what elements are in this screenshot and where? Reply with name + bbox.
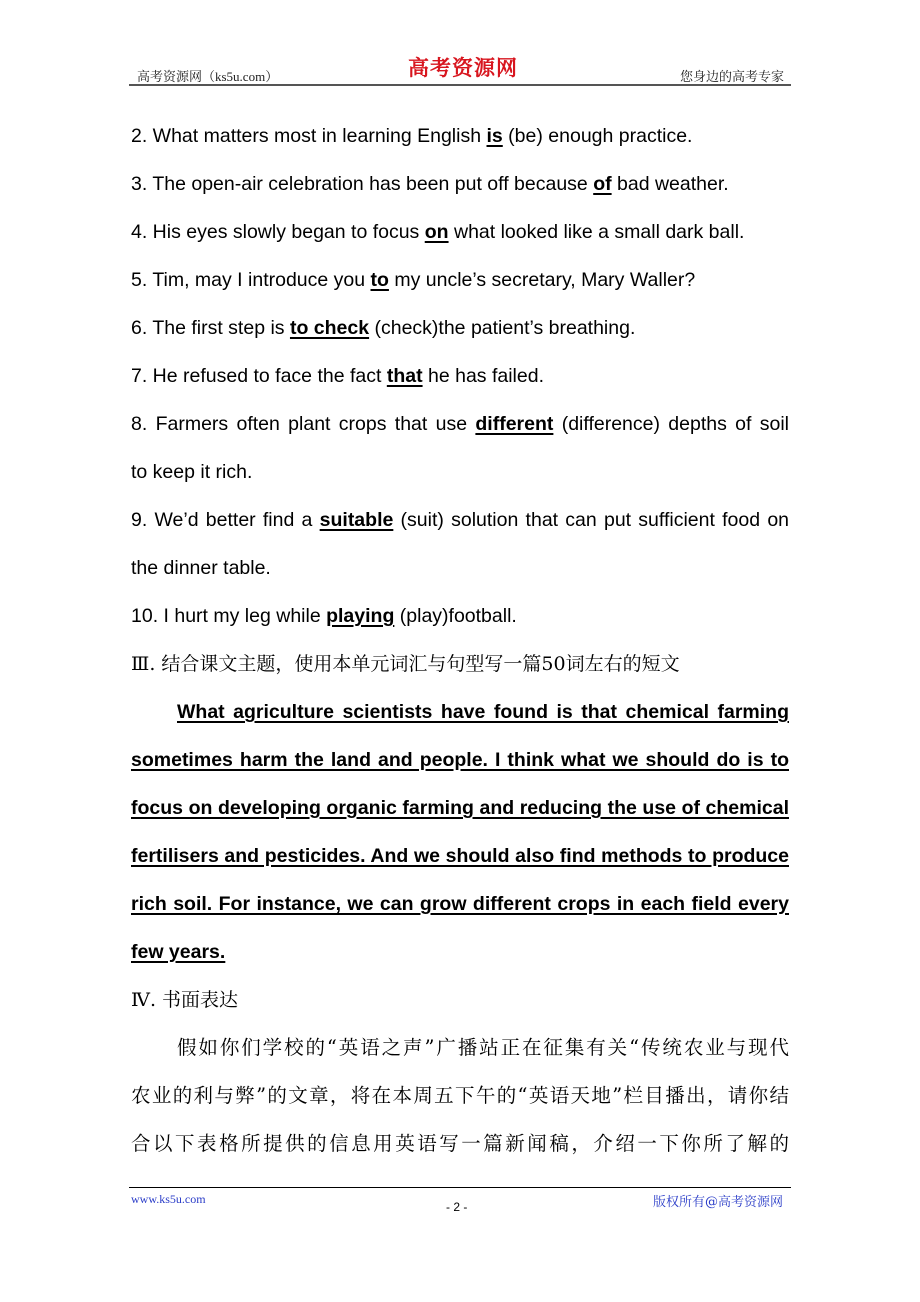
text-segment: 6. The first step is — [131, 317, 290, 339]
answer-text: fertilisers and pesticides. And we should also find methods to produce — [131, 845, 789, 867]
answer-text: few years. — [131, 941, 226, 963]
text-line — [131, 208, 789, 256]
text-line — [131, 112, 789, 160]
text-segment: 4. His eyes slowly began to focus — [131, 221, 425, 243]
text-segment: 9. We’d better find a — [131, 509, 320, 531]
text-line — [131, 352, 789, 400]
text-segment: he has failed. — [422, 365, 544, 387]
text-segment: Ⅲ. 结合课文主题，使用本单元词汇与句型写一篇50词左右的短文 — [131, 653, 680, 675]
text-segment: my uncle’s secretary, Mary Waller? — [388, 269, 696, 291]
footer-link[interactable]: www.ks5u.com — [131, 1192, 206, 1206]
text-segment: (difference) depths of soil — [553, 413, 789, 435]
text-line — [131, 928, 789, 976]
answer-text: suitable — [319, 509, 394, 531]
section-heading — [131, 976, 789, 1024]
text-line — [131, 448, 789, 496]
text-line — [131, 1072, 789, 1120]
text-line — [131, 544, 789, 592]
document-body — [131, 112, 789, 1168]
answer-text: sometimes harm the land and people. I think what we should do is to — [131, 749, 789, 771]
answer-text: focus on developing organic farming and reducing the use of chemical — [131, 797, 789, 819]
text-line — [131, 1024, 789, 1072]
text-line — [131, 496, 789, 544]
text-line — [131, 736, 789, 784]
answer-text: of — [593, 173, 612, 195]
text-segment: 农业的利与弊”的文章，将在本周五下午的“英语天地”栏目播出，请你结 — [131, 1084, 789, 1107]
text-line — [131, 256, 789, 304]
text-segment: what looked like a small dark ball. — [448, 221, 745, 243]
answer-text: that — [386, 365, 423, 387]
text-line — [131, 592, 789, 640]
text-segment: to keep it rich. — [131, 461, 253, 483]
text-line — [131, 160, 789, 208]
answer-text: to check — [289, 317, 370, 339]
text-segment: (check)the patient’s breathing. — [369, 317, 636, 339]
text-line — [131, 400, 789, 448]
text-segment: bad weather. — [611, 173, 729, 195]
text-segment: the dinner table. — [131, 557, 271, 579]
text-segment: 5. Tim, may I introduce you — [131, 269, 371, 291]
text-line — [131, 688, 789, 736]
answer-text: What agriculture scientists have found is that chemical farming — [177, 701, 789, 723]
text-segment: 10. I hurt my leg while — [131, 605, 327, 627]
text-segment: 2. What matters most in learning English — [131, 125, 487, 147]
footer-divider — [129, 1187, 791, 1188]
text-line — [131, 304, 789, 352]
answer-text: playing — [326, 605, 395, 627]
text-segment: 8. Farmers often plant crops that use — [131, 413, 476, 435]
answer-text: different — [475, 413, 554, 435]
header-slogan: 您身边的高考专家 — [679, 69, 784, 84]
answer-text: to — [370, 269, 389, 291]
text-segment: Ⅳ. 书面表达 — [131, 989, 239, 1011]
text-line — [131, 880, 789, 928]
text-line — [131, 832, 789, 880]
text-segment: (play)football. — [394, 605, 517, 627]
text-segment: 合以下表格所提供的信息用英语写一篇新闻稿，介绍一下你所了解的 — [131, 1132, 789, 1155]
answer-text: rich soil. For instance, we can grow different crops in each field every — [131, 893, 789, 915]
text-segment: 3. The open-air celebration has been put off because — [131, 173, 594, 195]
text-segment: (suit) solution that can put sufficient food on — [393, 509, 789, 531]
header-site-name: 高考资源网（ks5u.com） — [137, 69, 279, 84]
footer-copyright: 版权所有@高考资源网 — [652, 1195, 783, 1210]
site-logo: 高考资源网 — [408, 55, 518, 80]
answer-text: is — [486, 125, 503, 147]
text-segment: (be) enough practice. — [502, 125, 693, 147]
text-line — [131, 1120, 789, 1168]
header-divider — [129, 84, 791, 86]
text-segment: 7. He refused to face the fact — [131, 365, 387, 387]
section-heading — [131, 640, 789, 688]
text-line — [131, 784, 789, 832]
text-segment: 假如你们学校的“英语之声”广播站正在征集有关“传统农业与现代 — [177, 1036, 789, 1059]
page-number: - 2 - — [446, 1200, 468, 1214]
answer-text: on — [424, 221, 449, 243]
